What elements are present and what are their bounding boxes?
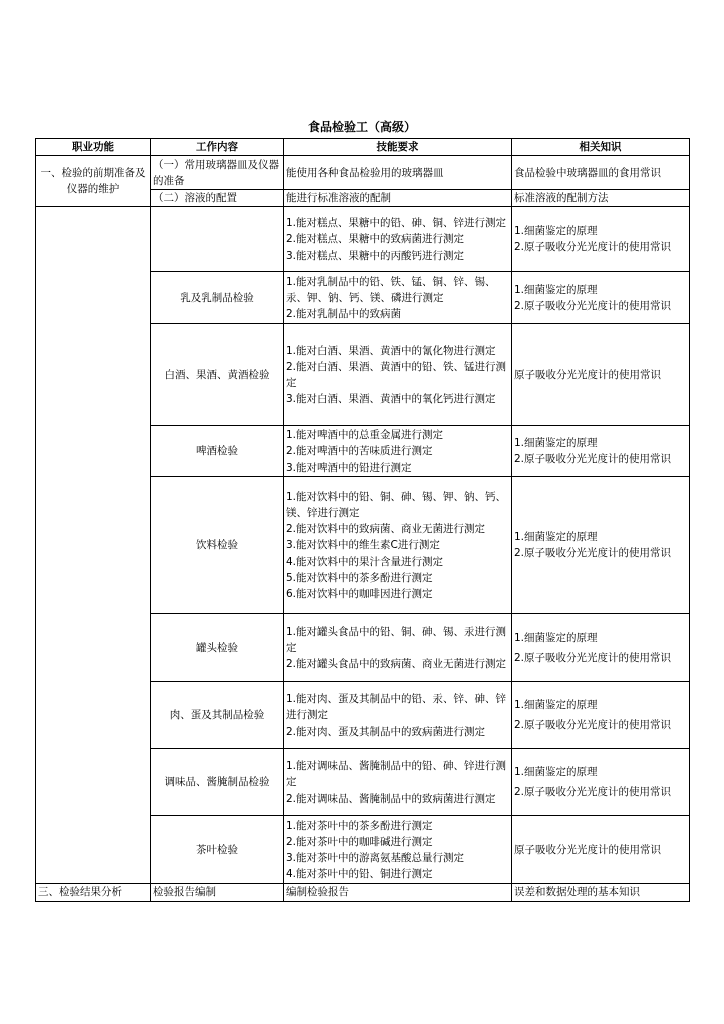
knowledge-cell (512, 682, 690, 749)
knowledge-cell (512, 426, 690, 477)
skill-line: 1.能对肉、蛋及其制品中的铅、汞、锌、砷、锌进行测定 (286, 693, 507, 722)
knowledge-cell (512, 614, 690, 682)
knowledge-line: 1.细菌鉴定的原理 (514, 437, 598, 450)
skill-line: 1.能对调味品、酱腌制品中的铅、砷、锌进行测定 (286, 760, 507, 789)
content-cell: 白酒、果酒、黄酒检验 (151, 324, 284, 426)
knowledge-cell: 误差和数据处理的基本知识 (512, 884, 690, 901)
skill-line: 2.能对乳制品中的致病菌 (286, 308, 402, 320)
content-cell-empty (151, 207, 284, 272)
skill-cell (284, 614, 512, 682)
skill-line: 6.能对饮料中的咖啡因进行测定 (286, 587, 433, 600)
content-cell: 调味品、酱腌制品检验 (151, 749, 284, 816)
skill-line: 3.能对糕点、果糖中的丙酸钙进行测定 (286, 249, 465, 262)
content-cell: 罐头检验 (151, 614, 284, 682)
skill-line: 1.能对茶叶中的茶多酚进行测定 (286, 819, 433, 832)
skill-cell (284, 324, 512, 426)
knowledge-line: 1.细菌鉴定的原理 (514, 225, 598, 238)
header-function: 职业功能 (36, 139, 151, 156)
table-row (36, 884, 690, 901)
skill-cell (284, 682, 512, 749)
document-title: 食品检验工（高级） (307, 120, 416, 134)
knowledge-cell: 标准溶液的配制方法 (512, 190, 690, 207)
knowledge-line: 2.原子吸收分光光度计的使用常识 (514, 547, 672, 560)
skill-cell: 能使用各种食品检验用的玻璃器皿 (284, 156, 512, 190)
content-cell: （二）溶液的配置 (151, 190, 284, 207)
skill-line: 2.能对饮料中的致病菌、商业无菌进行测定 (286, 523, 486, 536)
skill-cell (284, 207, 512, 272)
skill-line: 1.能对白酒、果酒、黄酒中的氰化物进行测定 (286, 344, 496, 357)
knowledge-line: 2.原子吸收分光光度计的使用常识 (514, 241, 672, 254)
skill-cell (284, 749, 512, 816)
skill-line: 1.能对糕点、果糖中的铅、砷、铜、锌进行测定 (286, 217, 507, 230)
knowledge-line: 1.细菌鉴定的原理 (514, 283, 598, 296)
skill-line: 1.能对饮料中的铅、铜、砷、锡、钾、钠、钙、镁、锌进行测定 (286, 490, 507, 519)
content-cell: 啤酒检验 (151, 426, 284, 477)
knowledge-cell: 原子吸收分光光度计的使用常识 (512, 324, 690, 426)
skill-line: 3.能对啤酒中的铅进行测定 (286, 461, 412, 474)
skill-cell: 编制检验报告 (284, 884, 512, 901)
knowledge-line: 2.原子吸收分光光度计的使用常识 (514, 719, 672, 732)
content-cell: （一）常用玻璃器皿及仪器的准备 (151, 156, 284, 190)
knowledge-line: 2.原子吸收分光光度计的使用常识 (514, 786, 672, 799)
content-cell: 检验报告编制 (151, 884, 284, 901)
content-cell: 饮料检验 (151, 477, 284, 614)
knowledge-cell (512, 477, 690, 614)
content-cell: 乳及乳制品检验 (151, 272, 284, 324)
knowledge-line: 1.细菌鉴定的原理 (514, 699, 598, 712)
knowledge-cell: 食品检验中玻璃器皿的食用常识 (512, 156, 690, 190)
content-cell: 肉、蛋及其制品检验 (151, 682, 284, 749)
knowledge-cell (512, 272, 690, 324)
function-cell: 一、检验的前期准备及仪器的维护 (36, 156, 151, 207)
knowledge-line: 2.原子吸收分光光度计的使用常识 (514, 651, 672, 664)
skill-cell: 能进行标准溶液的配制 (284, 190, 512, 207)
knowledge-cell (512, 207, 690, 272)
table-row (36, 207, 690, 272)
skill-cell (284, 816, 512, 884)
skill-line: 3.能对茶叶中的游离氨基酸总量行测定 (286, 851, 465, 864)
skill-line: 2.能对白酒、果酒、黄酒中的铅、铁、锰进行测定 (286, 360, 507, 389)
skill-cell (284, 272, 512, 324)
skill-line: 4.能对饮料中的果汁含量进行测定 (286, 555, 444, 568)
knowledge-line: 2.原子吸收分光光度计的使用常识 (514, 453, 672, 466)
skill-line: 2.能对肉、蛋及其制品中的致病菌进行测定 (286, 725, 486, 738)
table-row (36, 156, 690, 190)
skill-line: 5.能对饮料中的茶多酚进行测定 (286, 571, 433, 584)
content-cell: 茶叶检验 (151, 816, 284, 884)
knowledge-line: 1.细菌鉴定的原理 (514, 531, 598, 544)
knowledge-line: 2.原子吸收分光光度计的使用常识 (514, 299, 672, 312)
skill-cell (284, 426, 512, 477)
header-knowledge: 相关知识 (512, 139, 690, 156)
skill-line: 1.能对罐头食品中的铅、铜、砷、锡、汞进行测定 (286, 625, 507, 654)
skill-line: 2.能对茶叶中的咖啡碱进行测定 (286, 835, 433, 848)
header-skill: 技能要求 (284, 139, 512, 156)
function-cell-empty (36, 207, 151, 884)
function-cell: 三、检验结果分析 (36, 884, 151, 901)
knowledge-cell: 原子吸收分光光度计的使用常识 (512, 816, 690, 884)
skill-line: 4.能对茶叶中的铅、铜进行测定 (286, 868, 433, 881)
skill-line: 2.能对调味品、酱腌制品中的致病菌进行测定 (286, 792, 496, 805)
skill-line: 3.能对白酒、果酒、黄酒中的氧化钙进行测定 (286, 393, 496, 406)
knowledge-line: 1.细菌鉴定的原理 (514, 766, 598, 779)
header-content: 工作内容 (151, 139, 284, 156)
knowledge-cell (512, 749, 690, 816)
skill-cell (284, 477, 512, 614)
skill-line: 2.能对糕点、果糖中的致病菌进行测定 (286, 233, 465, 246)
skill-line: 2.能对啤酒中的苦味质进行测定 (286, 445, 433, 458)
skill-line: 1.能对啤酒中的总重金属进行测定 (286, 429, 444, 442)
skill-line: 1.能对乳制品中的铅、铁、锰、铜、锌、锡、汞、钾、钠、钙、镁、磷进行测定 (286, 275, 496, 304)
skills-table (35, 138, 690, 902)
knowledge-line: 1.细菌鉴定的原理 (514, 631, 598, 644)
skill-line: 2.能对罐头食品中的致病菌、商业无菌进行测定 (286, 658, 507, 670)
header-row (36, 139, 690, 156)
skill-line: 3.能对饮料中的维生素C进行测定 (286, 539, 440, 552)
